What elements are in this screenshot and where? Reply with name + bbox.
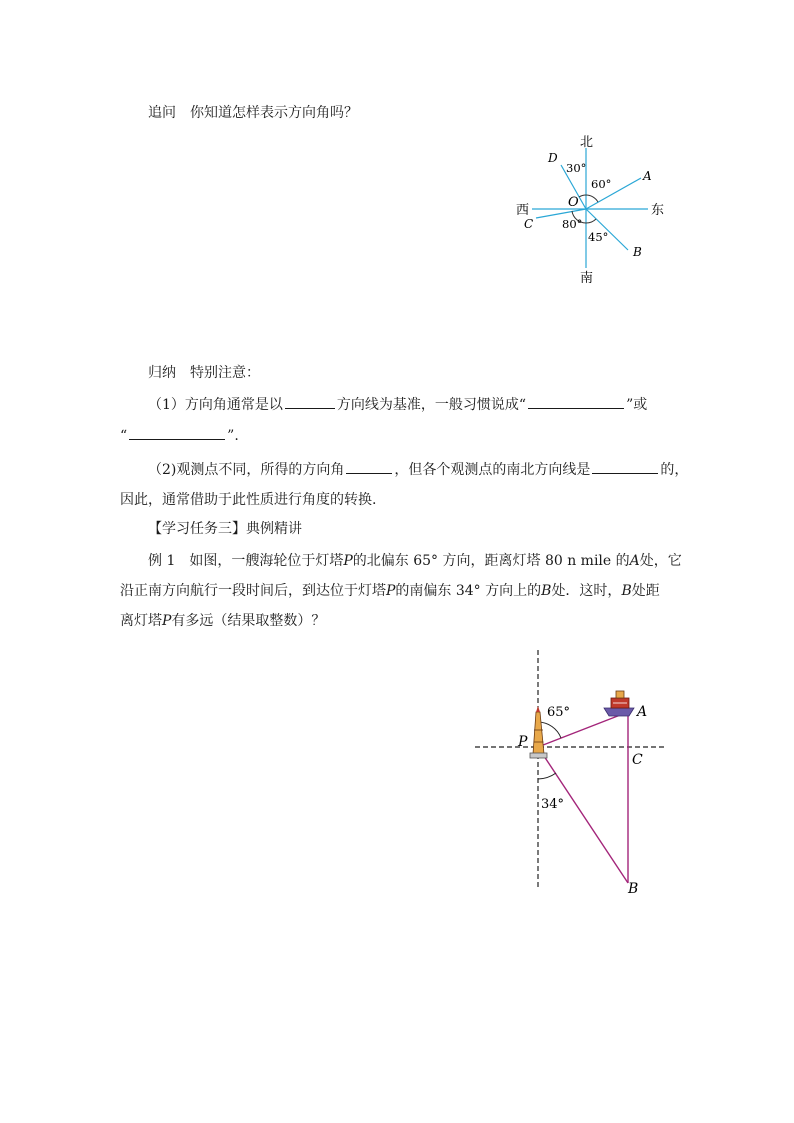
example1-text: 的南偏东 34° 方向上的 xyxy=(395,583,542,599)
label-east: 东 xyxy=(651,203,665,218)
example1-line3 xyxy=(120,611,325,631)
example1-label: 例 1 xyxy=(148,553,176,569)
angle-65-label: 65° xyxy=(547,705,571,720)
var-p: P xyxy=(162,613,172,629)
blank-1[interactable] xyxy=(285,394,335,409)
lighthouse-icon xyxy=(530,706,547,758)
example1-text: 的北偏东 65° 方向，距离灯塔 80 n mile 的 xyxy=(352,553,630,569)
followup-question: 你知道怎样表示方向角吗？ xyxy=(190,105,358,121)
followup-line xyxy=(148,103,358,123)
label-p: P xyxy=(518,734,528,750)
label-north: 北 xyxy=(580,135,594,150)
blank-5[interactable] xyxy=(592,459,658,474)
ship-icon xyxy=(604,691,634,716)
summary-item2 xyxy=(148,459,688,480)
arc-na xyxy=(586,195,598,202)
angle-sc: 80° xyxy=(562,217,583,231)
item2-text-c: 的， xyxy=(660,462,689,478)
arc-sb xyxy=(586,219,596,223)
label-c: C xyxy=(524,217,534,231)
followup-label: 追问 xyxy=(148,105,176,121)
example1-text: 处距 xyxy=(631,583,660,599)
example1-text: 处，它 xyxy=(639,553,682,569)
label-o: O xyxy=(568,195,579,210)
summary-label: 归纳 xyxy=(148,365,176,381)
summary-item2-cont xyxy=(120,490,376,510)
task3-heading xyxy=(148,519,302,539)
angle-34-label: 34° xyxy=(541,797,565,812)
example1-text: 如图，一艘海轮位于灯塔 xyxy=(189,553,344,569)
task3-heading-text: 【学习任务三】典例精讲 xyxy=(148,521,302,537)
arc-34 xyxy=(538,773,556,779)
example1-text: 离灯塔 xyxy=(120,613,162,629)
summary-line xyxy=(148,363,260,383)
summary-title: 特别注意： xyxy=(190,365,260,381)
item1-text-b: 方向线为基准，一般习惯说成“ xyxy=(336,397,527,413)
blank-2[interactable] xyxy=(528,394,624,409)
label-a: A xyxy=(637,704,648,720)
label-a: A xyxy=(643,169,652,183)
example1-text: 有多远（结果取整数）？ xyxy=(171,613,326,629)
blank-4[interactable] xyxy=(346,459,392,474)
item1-text-c: ”或 xyxy=(626,397,648,413)
item1-text-a: （1）方向角通常是以 xyxy=(148,397,283,413)
item1-text-d: “ xyxy=(120,428,128,444)
example1-line2 xyxy=(120,581,660,601)
item2-text-a: （2)观测点不同，所得的方向角 xyxy=(148,462,345,478)
item1-text-e: ”. xyxy=(227,428,239,444)
var-b: B xyxy=(541,583,552,599)
var-b: B xyxy=(621,583,632,599)
label-south: 南 xyxy=(580,271,594,286)
label-b: B xyxy=(633,245,642,259)
label-west: 西 xyxy=(516,203,530,218)
var-a: A xyxy=(629,553,640,569)
blank-3[interactable] xyxy=(129,425,225,440)
axis-lines xyxy=(475,650,665,888)
compass-lines xyxy=(532,148,648,268)
angle-nd: 30° xyxy=(566,161,587,175)
compass-figure xyxy=(500,130,680,290)
lighthouse-figure xyxy=(470,650,670,900)
arc-nd xyxy=(579,195,586,197)
item2-text-d: 因此，通常借助于此性质进行角度的转换. xyxy=(120,492,377,508)
var-p: P xyxy=(343,553,353,569)
var-p: P xyxy=(386,583,396,599)
example1-text: 处．这时， xyxy=(551,583,622,599)
angle-sb: 45° xyxy=(588,230,609,244)
label-d: D xyxy=(548,151,558,165)
example1-line1 xyxy=(148,551,682,571)
label-b: B xyxy=(628,881,639,897)
line-pb xyxy=(538,747,628,883)
angle-na: 60° xyxy=(591,177,612,191)
label-c: C xyxy=(632,752,643,768)
summary-item1-cont xyxy=(120,425,239,446)
summary-item1 xyxy=(148,394,647,415)
example1-text: 沿正南方向航行一段时间后，到达位于灯塔 xyxy=(120,583,386,599)
item2-text-b: ，但各个观测点的南北方向线是 xyxy=(394,462,591,478)
